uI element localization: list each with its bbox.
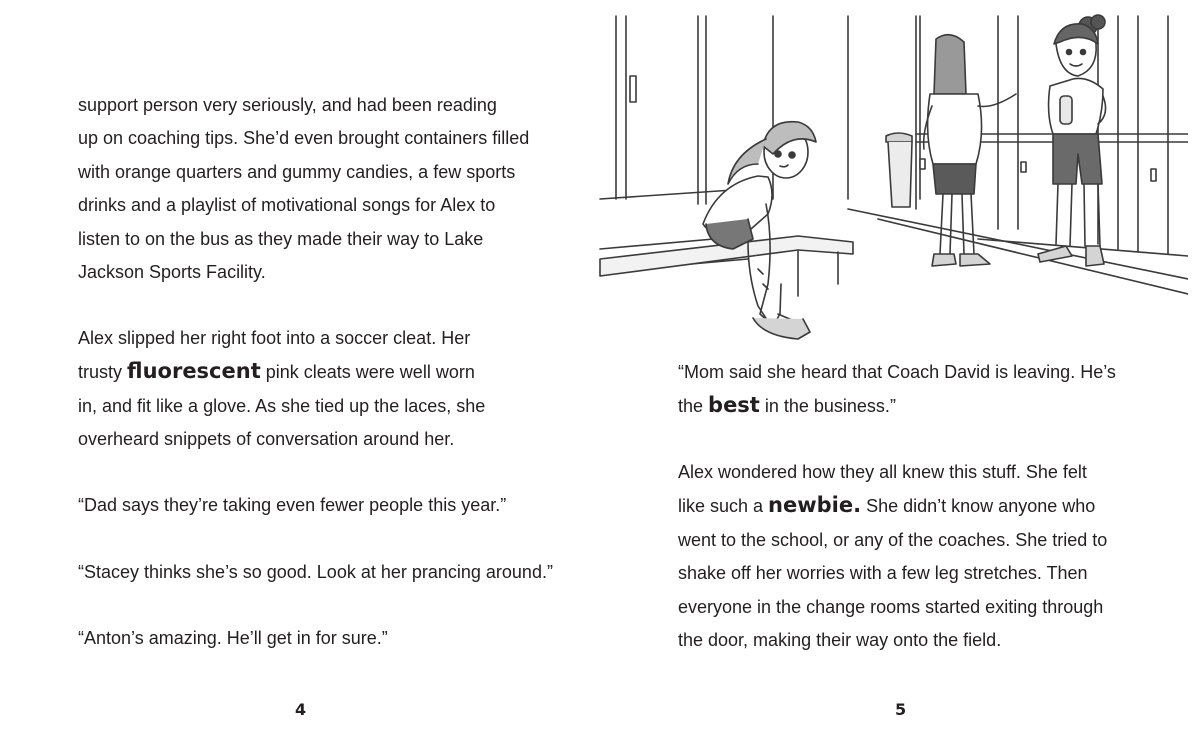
text-line: shake off her worries with a few leg stretches. Then bbox=[678, 563, 1088, 584]
text-line: listen to on the bus as they made their way to Lake bbox=[78, 228, 484, 249]
text-line: everyone in the change rooms started exiting through bbox=[678, 596, 1104, 617]
text-segment: She didn’t know anyone who bbox=[861, 496, 1096, 517]
text-line bbox=[678, 389, 1116, 423]
emphasized-word: fluorescent bbox=[127, 359, 261, 384]
dialogue-quote bbox=[678, 356, 1116, 424]
text-segment: like such a bbox=[678, 496, 769, 517]
text-line bbox=[78, 355, 485, 389]
text-line: “Mom said she heard that Coach David is leaving. He’s bbox=[678, 362, 1116, 382]
text-line: support person very seriously, and had been reading bbox=[78, 95, 497, 115]
text-line: Alex wondered how they all knew this stuff. She felt bbox=[678, 462, 1087, 482]
text-line: “Dad says they’re taking even fewer people this year.” bbox=[78, 495, 507, 515]
left-paragraph-2 bbox=[78, 322, 485, 457]
emphasized-word: best bbox=[708, 393, 760, 418]
text-line: “Anton’s amazing. He’ll get in for sure.” bbox=[78, 628, 388, 648]
page-number-right: 5 bbox=[895, 700, 907, 719]
locker-room-illustration bbox=[598, 14, 1188, 359]
text-line: went to the school, or any of the coaches. She tried to bbox=[678, 529, 1108, 550]
emphasized-word: newbie. bbox=[768, 493, 862, 518]
dialogue-quote bbox=[78, 556, 553, 589]
text-line: overheard snippets of conversation around her. bbox=[78, 429, 455, 450]
dialogue-quote bbox=[78, 489, 506, 522]
text-line: up on coaching tips. She’d even brought containers filled bbox=[78, 128, 530, 149]
dialogue-quote bbox=[78, 622, 388, 655]
text-line: Alex slipped her right foot into a soccer cleat. Her bbox=[78, 328, 471, 348]
left-paragraph-1 bbox=[78, 89, 529, 289]
text-line: the door, making their way onto the field. bbox=[678, 630, 1002, 651]
text-line: with orange quarters and gummy candies, a few sports bbox=[78, 161, 516, 182]
text-segment: trusty bbox=[78, 362, 128, 383]
page-number-left: 4 bbox=[295, 700, 307, 719]
text-line: “Stacey thinks she’s so good. Look at her prancing around.” bbox=[78, 562, 553, 582]
text-segment: pink cleats were well worn bbox=[260, 362, 475, 383]
text-segment: the bbox=[678, 396, 709, 417]
text-line bbox=[678, 489, 1107, 523]
text-line: Jackson Sports Facility. bbox=[78, 262, 266, 283]
text-line: in, and fit like a glove. As she tied up the laces, she bbox=[78, 395, 486, 416]
text-line: drinks and a playlist of motivational songs for Alex to bbox=[78, 195, 496, 216]
text-segment: in the business.” bbox=[759, 396, 896, 417]
right-paragraph-1 bbox=[678, 456, 1107, 657]
